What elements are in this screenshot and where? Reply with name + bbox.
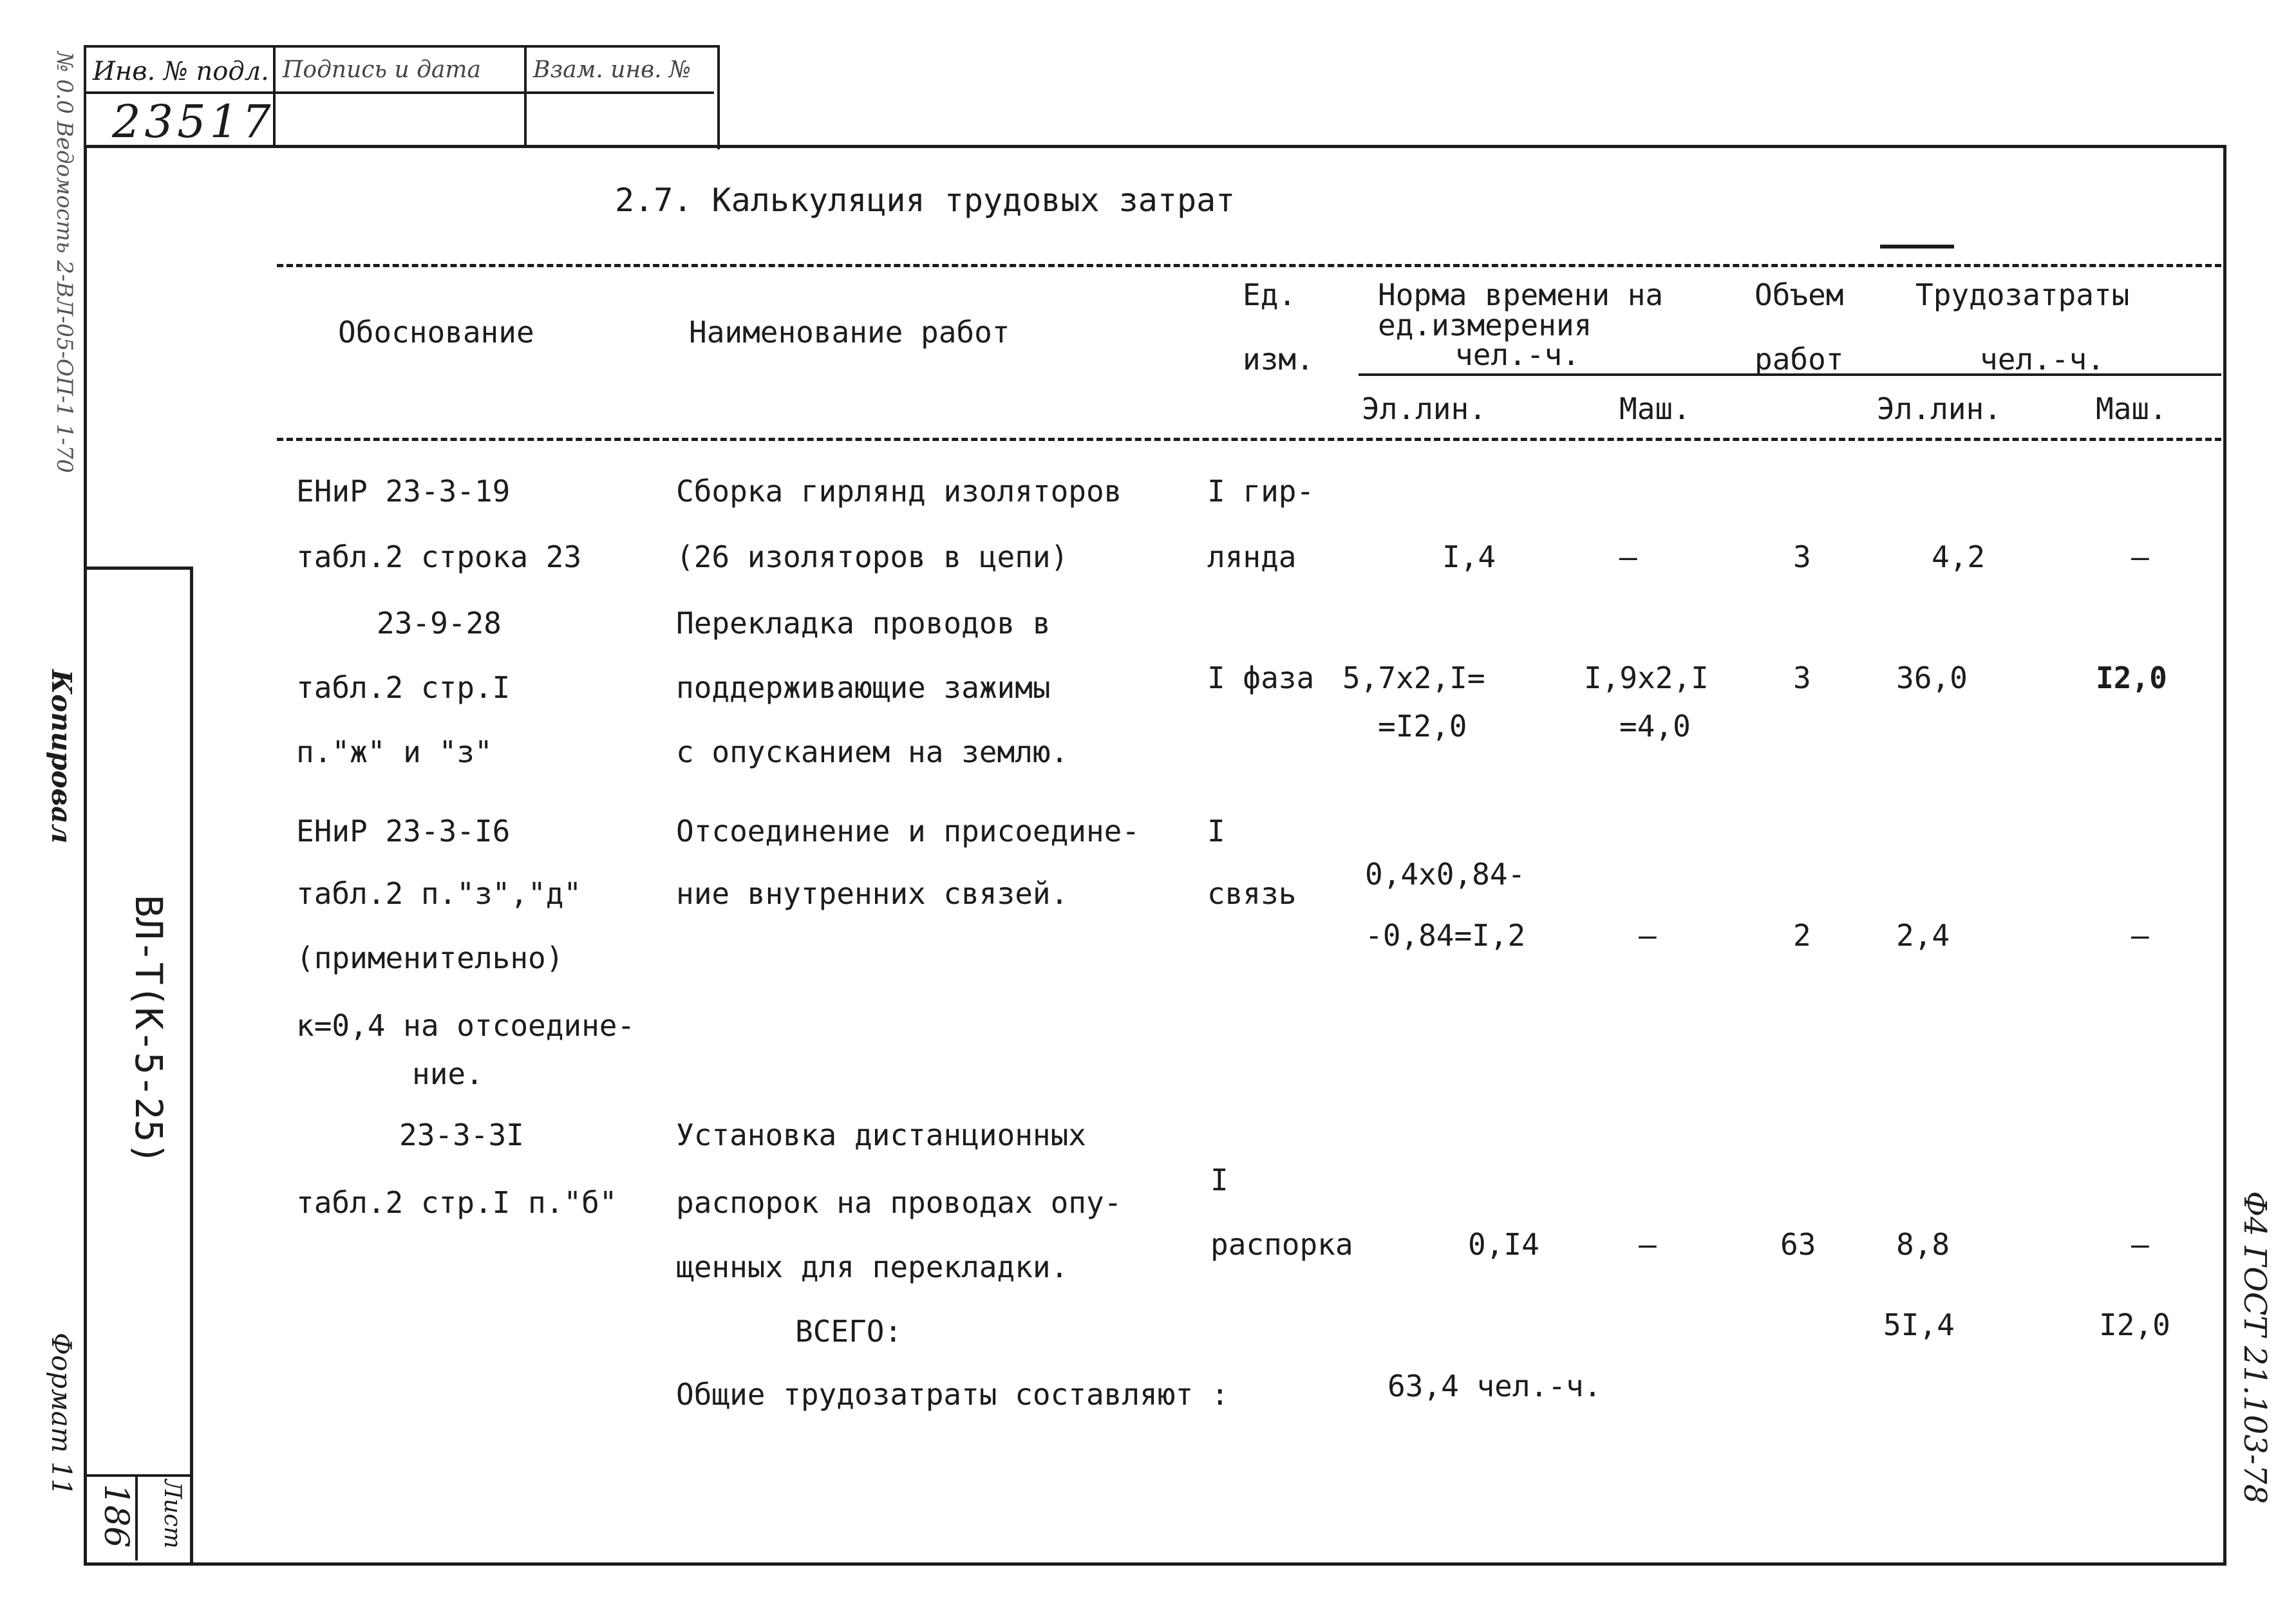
row2-basis-2: табл.2 стр.I	[296, 670, 511, 705]
row3-labor-el: 2,4	[1896, 918, 1950, 953]
sub-header-el: Эл.лин.	[1362, 391, 1487, 426]
header-top-rule	[277, 264, 2221, 267]
sub-header-mash: Маш.	[1619, 391, 1691, 426]
inv-label: Инв. № подл.	[93, 57, 269, 86]
row3-basis-3: (применительно)	[296, 941, 564, 975]
approval-stamp	[84, 45, 720, 149]
row4-labor-mash: –	[2131, 1227, 2149, 1262]
row4-norm-mash: –	[1639, 1227, 1657, 1262]
col-labor-header-2: чел.-ч.	[1980, 342, 2105, 377]
header-bottom-rule	[277, 438, 2221, 441]
col-labor-header-1: Трудозатраты	[1915, 277, 2130, 312]
sheet-frame	[84, 145, 2226, 1566]
row3-volume: 2	[1793, 918, 1811, 953]
row4-name-3: щенных для перекладки.	[676, 1250, 1069, 1284]
row2-norm-mash-2: =4,0	[1619, 709, 1691, 744]
row4-unit-1: I	[1210, 1163, 1228, 1197]
total-label: ВСЕГО:	[795, 1314, 903, 1349]
col-basis-header: Обоснование	[338, 315, 534, 350]
inv-number: 23517	[112, 95, 275, 148]
row3-labor-mash: –	[2131, 918, 2149, 953]
row4-basis-1: 23-3-3I	[399, 1118, 524, 1152]
col-unit-header-2: изм.	[1243, 342, 1314, 377]
summary-label: Общие трудозатраты составляют :	[676, 1377, 1229, 1412]
col-work-header: Наименование работ	[689, 315, 1010, 350]
row4-volume: 63	[1780, 1227, 1816, 1262]
sub-header-el-2: Эл.лин.	[1877, 391, 2002, 426]
row1-basis-2: табл.2 строка 23	[296, 539, 582, 574]
row1-name-1: Сборка гирлянд изоляторов	[676, 474, 1122, 509]
col-unit-header-1: Ед.	[1243, 277, 1297, 312]
row4-name-2: распорок на проводах опу-	[676, 1185, 1122, 1220]
sheet-label: Лист	[159, 1479, 185, 1549]
summary-value: 63,4 чел.-ч.	[1388, 1369, 1602, 1403]
row3-unit-2: связь	[1207, 876, 1297, 911]
sheet-number: 186	[97, 1484, 135, 1548]
row4-basis-2: табл.2 стр.I п."б"	[296, 1185, 617, 1220]
row2-name-3: с опусканием на землю.	[676, 735, 1069, 769]
right-margin-code: Ф4 ГОСТ 21.103-78	[2237, 1191, 2273, 1504]
copied-label: Копировал	[46, 670, 77, 844]
row3-name-1: Отсоединение и присоедине-	[676, 814, 1140, 848]
row2-labor-mash: I2,0	[2096, 661, 2167, 695]
row2-labor-el: 36,0	[1896, 661, 1968, 695]
row2-norm-el-1: 5,7x2,I=	[1342, 661, 1485, 695]
row1-basis-1: ЕНиР 23-3-19	[296, 474, 511, 509]
row4-unit-2: распорка	[1210, 1227, 1353, 1262]
row1-norm-mash: –	[1619, 539, 1637, 574]
row1-unit-1: I гир-	[1207, 474, 1315, 509]
col-norm-header-1: Норма времени на	[1378, 277, 1664, 312]
total-labor-mash: I2,0	[2099, 1307, 2170, 1342]
col-volume-header-2: работ	[1755, 342, 1844, 377]
total-labor-el: 5I,4	[1883, 1307, 1955, 1342]
row2-volume: 3	[1793, 661, 1811, 695]
row2-unit: I фаза	[1207, 661, 1315, 695]
side-vertical-text: № 0.0 Ведомость 2-ВЛ-05-ОП-1 1-70	[52, 52, 77, 473]
row2-name-2: поддерживающие зажимы	[676, 670, 1051, 705]
sub-header-mash-2: Маш.	[2096, 391, 2167, 426]
row1-volume: 3	[1793, 539, 1811, 574]
row3-norm-mash: –	[1639, 918, 1657, 953]
row4-name-1: Установка дистанционных	[676, 1118, 1086, 1152]
row2-norm-mash-1: I,9x2,I	[1584, 661, 1709, 695]
row3-norm-el-1: 0,4x0,84-	[1365, 857, 1526, 892]
row2-basis-1: 23-9-28	[377, 606, 502, 641]
row3-basis-2: табл.2 п."з","д"	[296, 876, 582, 911]
row4-norm-el: 0,I4	[1468, 1227, 1539, 1262]
row4-labor-el: 8,8	[1896, 1227, 1950, 1262]
row1-norm-el: I,4	[1442, 539, 1496, 574]
col-norm-header-2: ед.измерения	[1378, 308, 1592, 342]
row2-basis-3: п."ж" и "з"	[296, 735, 493, 769]
section-title: 2.7. Калькуляция трудовых затрат	[615, 182, 1236, 219]
row3-basis-4: к=0,4 на отсоедине-	[296, 1008, 635, 1043]
row3-basis-1: ЕНиР 23-3-I6	[296, 814, 511, 848]
row3-unit-1: I	[1207, 814, 1225, 848]
row3-norm-el-2: -0,84=I,2	[1365, 918, 1526, 953]
sign-label: Подпись и дата	[283, 57, 481, 83]
row1-unit-2: лянда	[1207, 539, 1297, 574]
row1-name-2: (26 изоляторов в цепи)	[676, 539, 1069, 574]
col-norm-header-3: чел.-ч.	[1455, 337, 1580, 372]
row2-norm-el-2: =I2,0	[1378, 709, 1467, 744]
col-volume-header-1: Объем	[1755, 277, 1844, 312]
format-label: Формат 11	[46, 1333, 77, 1496]
side-code: ВЛ-Т(К-5-25)	[127, 895, 171, 1165]
row3-basis-5: ние.	[412, 1056, 484, 1091]
row2-name-1: Перекладка проводов в	[676, 606, 1051, 641]
row1-labor-el: 4,2	[1932, 539, 1986, 574]
row3-name-2: ние внутренних связей.	[676, 876, 1069, 911]
row1-labor-mash: –	[2131, 539, 2149, 574]
replace-label: Взам. инв. №	[533, 57, 692, 83]
